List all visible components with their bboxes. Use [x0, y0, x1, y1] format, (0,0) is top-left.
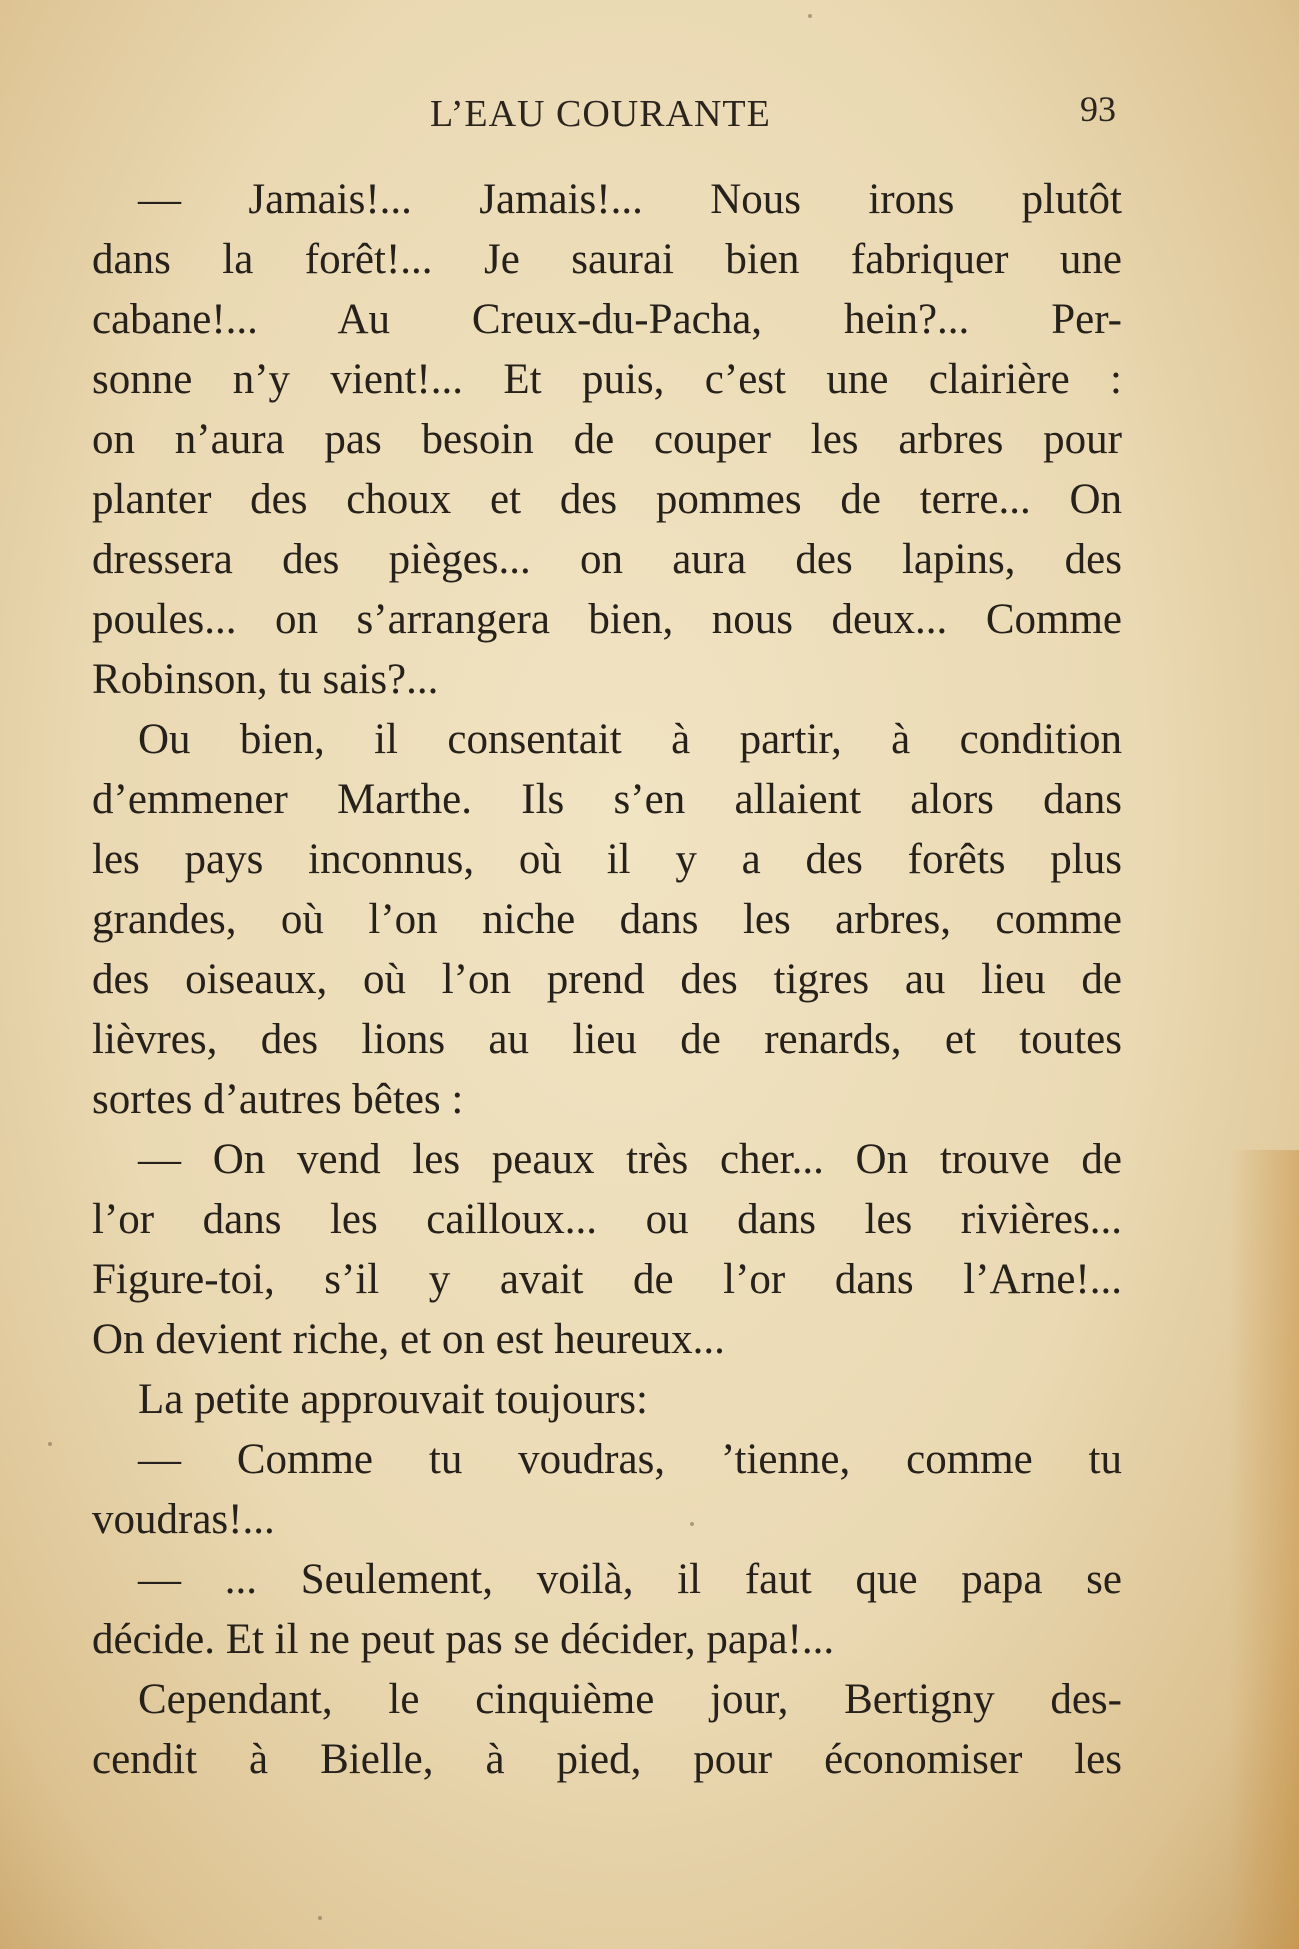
text-line: Figure-toi, s’il y avait de l’or dans l’Arne!... — [92, 1256, 1122, 1303]
text-line: On devient riche, et on est heureux... — [92, 1316, 725, 1363]
text-line: l’or dans les cailloux... ou dans les rivières... — [92, 1196, 1122, 1243]
text-line: Cependant, le cinquième jour, Bertigny des- — [138, 1676, 1122, 1723]
text-line: lièvres, des lions au lieu de renards, et toutes — [92, 1016, 1122, 1063]
text-line: les pays inconnus, où il y a des forêts plus — [92, 836, 1122, 883]
paper-speck — [318, 1916, 322, 1920]
text-line: dressera des pièges... on aura des lapins, des — [92, 536, 1122, 583]
body-text — [92, 170, 1122, 1790]
text-line: voudras!... — [92, 1496, 275, 1543]
paper-speck — [808, 14, 812, 18]
text-line: décide. Et il ne peut pas se décider, papa!... — [92, 1616, 835, 1663]
text-line: cendit à Bielle, à pied, pour économiser les — [92, 1736, 1122, 1783]
text-line: Ou bien, il consentait à partir, à condition — [138, 716, 1122, 763]
text-line: — ... Seulement, voilà, il faut que papa se — [138, 1556, 1122, 1603]
text-line: on n’aura pas besoin de couper les arbres pour — [92, 416, 1122, 463]
text-line: Robinson, tu sais?... — [92, 656, 439, 703]
paper-stain — [1229, 1150, 1299, 1949]
text-line: — Comme tu voudras, ’tienne, comme tu — [138, 1436, 1122, 1483]
text-line: sortes d’autres bêtes : — [92, 1076, 464, 1123]
text-line: planter des choux et des pommes de terre... On — [92, 476, 1122, 523]
running-title: L’EAU COURANTE — [430, 93, 771, 135]
paper-speck — [48, 1442, 52, 1446]
text-line: cabane!... Au Creux-du-Pacha, hein?... Per- — [92, 296, 1122, 343]
page-number: 93 — [1080, 89, 1116, 129]
text-line: sonne n’y vient!... Et puis, c’est une clairière : — [92, 356, 1122, 403]
text-line: — On vend les peaux très cher... On trouve de — [138, 1136, 1122, 1183]
text-line: La petite approuvait toujours: — [138, 1376, 648, 1423]
text-line: dans la forêt!... Je saurai bien fabriquer une — [92, 236, 1122, 283]
text-line: — Jamais!... Jamais!... Nous irons plutôt — [138, 176, 1122, 223]
text-line: des oiseaux, où l’on prend des tigres au lieu de — [92, 956, 1122, 1003]
text-line: grandes, où l’on niche dans les arbres, comme — [92, 896, 1122, 943]
page-header — [0, 89, 1299, 142]
text-line: poules... on s’arrangera bien, nous deux... Comme — [92, 596, 1122, 643]
text-line: d’emmener Marthe. Ils s’en allaient alors dans — [92, 776, 1122, 823]
